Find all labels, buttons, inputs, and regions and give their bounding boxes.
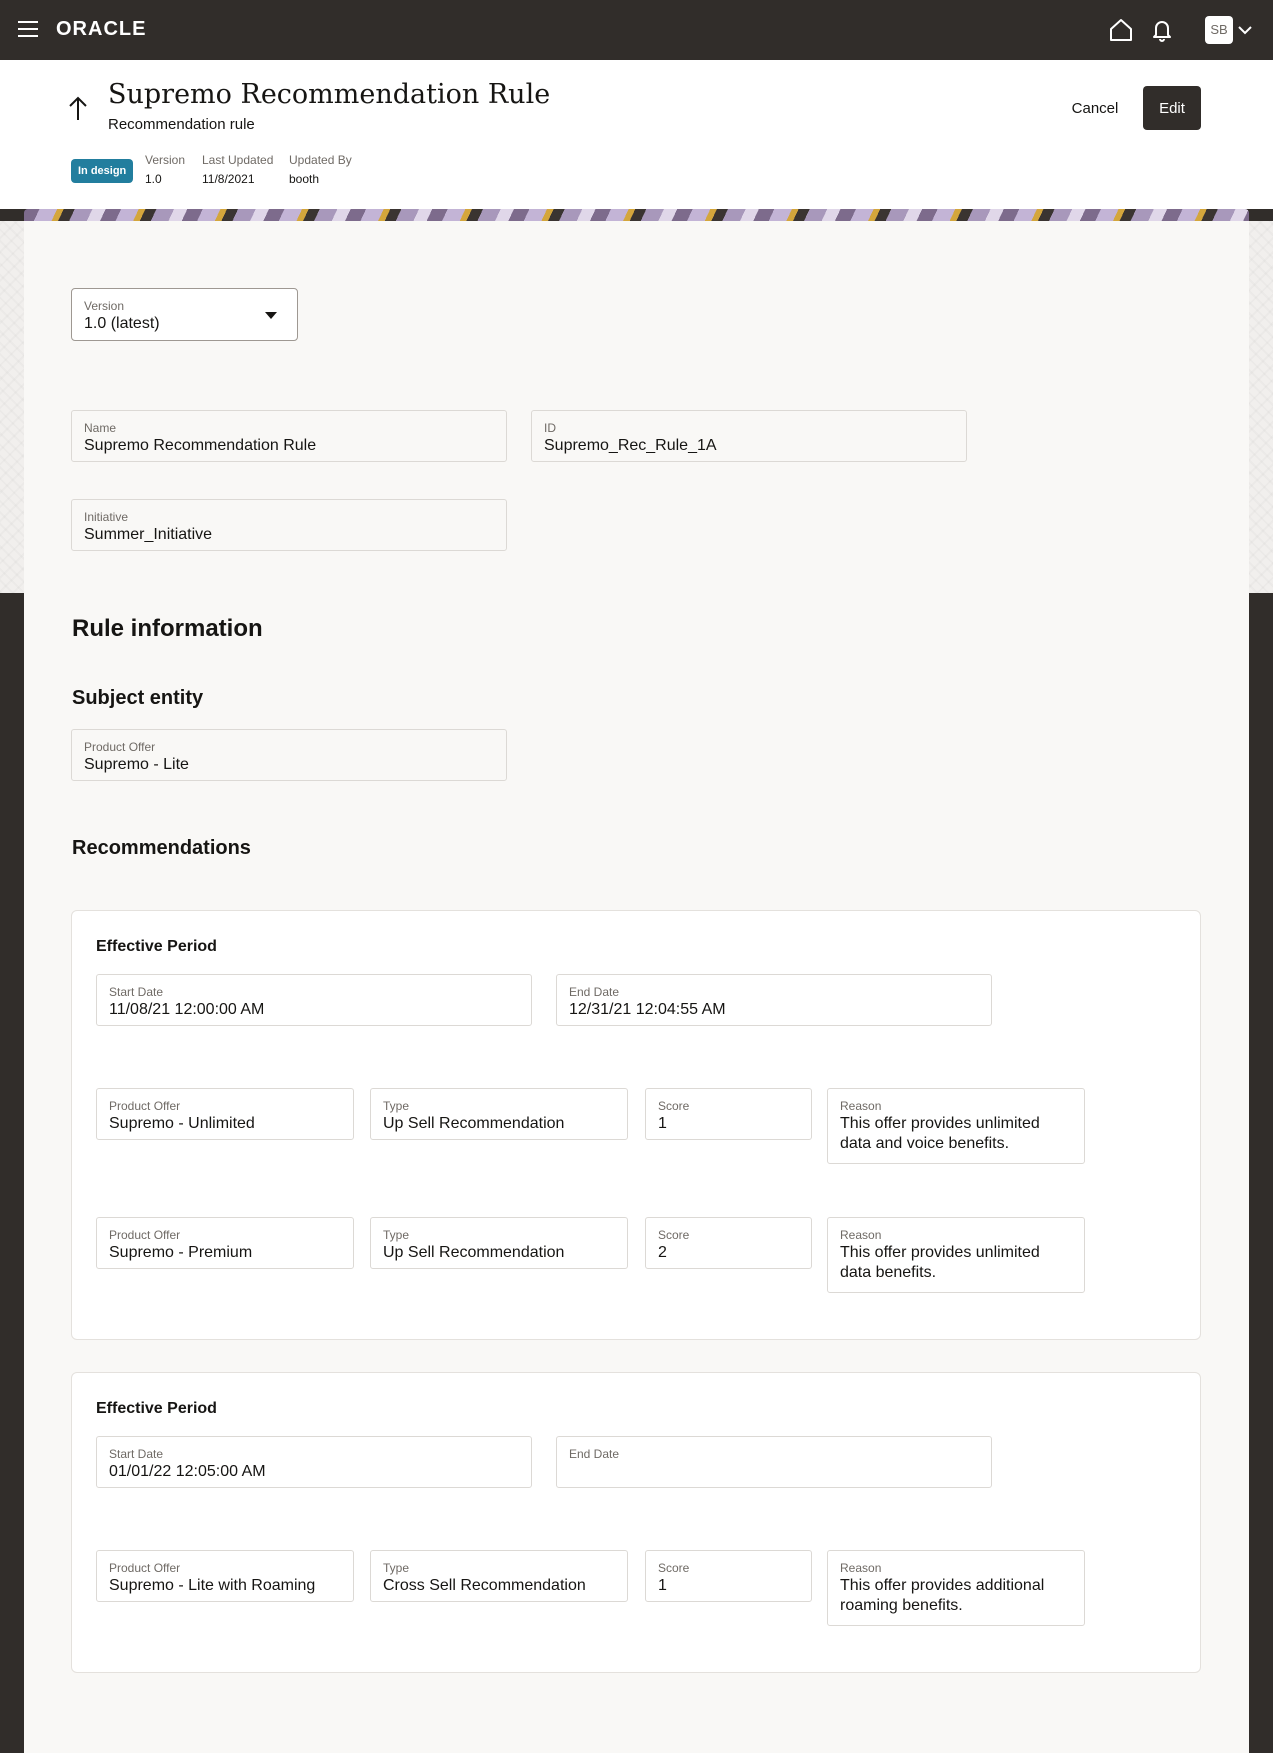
recommendation-score-field	[645, 1217, 812, 1269]
effective-period-panel	[71, 910, 1201, 1340]
meta-version-value: 1.0	[145, 172, 162, 186]
recommendation-score-field	[645, 1550, 812, 1602]
recommendation-type-field	[370, 1550, 628, 1602]
start-date-field	[96, 974, 532, 1026]
recommendations-heading: Recommendations	[72, 837, 251, 859]
type-label: Type	[383, 1099, 410, 1113]
product-offer-value: Supremo - Lite with Roaming	[109, 1577, 316, 1594]
back-arrow-icon[interactable]	[66, 94, 90, 122]
top-bar	[0, 0, 1273, 60]
cancel-button[interactable]: Cancel	[1060, 86, 1130, 130]
rule-information-heading: Rule information	[72, 615, 263, 642]
recommendation-type-field	[370, 1217, 628, 1269]
recommendation-product-offer-field	[96, 1088, 354, 1140]
reason-value-line2: data benefits.	[840, 1264, 937, 1281]
meta-version	[145, 153, 185, 186]
score-value: 1	[658, 1577, 667, 1594]
meta-version-label: Version	[145, 153, 186, 167]
type-label: Type	[383, 1561, 410, 1575]
id-field-label: ID	[544, 421, 556, 435]
initiative-field	[71, 499, 507, 551]
score-value: 1	[658, 1115, 667, 1132]
reason-label: Reason	[840, 1561, 882, 1575]
reason-value-line2: data and voice benefits.	[840, 1135, 1010, 1152]
meta-updated-by-label: Updated By	[289, 153, 352, 167]
id-field-value: Supremo_Rec_Rule_1A	[544, 437, 717, 454]
page-title: Supremo Recommendation Rule	[108, 79, 551, 110]
start-date-label: Start Date	[109, 1447, 164, 1461]
start-date-value: 11/08/21 12:00:00 AM	[109, 1001, 265, 1018]
recommendation-reason-field	[827, 1088, 1085, 1164]
reason-value-line1: This offer provides unlimited	[840, 1244, 1040, 1261]
subject-product-offer-field	[71, 729, 507, 781]
effective-period-title: Effective Period	[96, 938, 217, 955]
edit-button[interactable]: Edit	[1143, 86, 1201, 130]
initiative-field-label: Initiative	[84, 510, 129, 524]
recommendation-product-offer-field	[96, 1550, 354, 1602]
type-value: Cross Sell Recommendation	[383, 1577, 586, 1594]
end-date-field	[556, 974, 992, 1026]
end-date-label: End Date	[569, 1447, 620, 1461]
recommendation-reason-field	[827, 1217, 1085, 1293]
score-value: 2	[658, 1244, 667, 1261]
page-subtitle: Recommendation rule	[108, 116, 255, 133]
version-select-label: Version	[84, 299, 125, 313]
meta-updated-by-value: booth	[289, 172, 320, 186]
meta-last-updated-value: 11/8/2021	[202, 172, 255, 186]
meta-last-updated	[202, 153, 273, 186]
rule-detail-card	[24, 221, 1249, 1753]
effective-period-panel	[71, 1372, 1201, 1673]
hamburger-menu-icon[interactable]	[18, 21, 38, 37]
start-date-label: Start Date	[109, 985, 164, 999]
caret-down-icon	[265, 312, 277, 319]
name-field	[71, 410, 507, 462]
subject-product-offer-value: Supremo - Lite	[84, 756, 189, 773]
version-select[interactable]	[71, 288, 298, 341]
reason-label: Reason	[840, 1228, 882, 1242]
chevron-down-icon[interactable]	[1237, 22, 1253, 38]
avatar[interactable]: SB	[1205, 16, 1233, 44]
recommendation-score-field	[645, 1088, 812, 1140]
initiative-field-value: Summer_Initiative	[84, 526, 213, 543]
meta-updated-by	[289, 153, 352, 186]
recommendation-product-offer-field	[96, 1217, 354, 1269]
version-select-value: 1.0 (latest)	[84, 315, 160, 332]
product-offer-value: Supremo - Unlimited	[109, 1115, 255, 1132]
reason-label: Reason	[840, 1099, 882, 1113]
product-offer-label: Product Offer	[109, 1228, 181, 1242]
effective-period-title: Effective Period	[96, 1400, 217, 1417]
score-label: Score	[658, 1561, 690, 1575]
name-field-label: Name	[84, 421, 117, 435]
meta-last-updated-label: Last Updated	[202, 153, 274, 167]
home-icon[interactable]	[1108, 18, 1134, 42]
recommendation-type-field	[370, 1088, 628, 1140]
end-date-value: 12/31/21 12:04:55 AM	[569, 1001, 726, 1018]
decorative-banner	[24, 209, 1249, 221]
subject-product-offer-label: Product Offer	[84, 740, 156, 754]
start-date-value: 01/01/22 12:05:00 AM	[109, 1463, 266, 1480]
bell-icon[interactable]	[1150, 18, 1174, 42]
score-label: Score	[658, 1228, 690, 1242]
product-offer-label: Product Offer	[109, 1561, 181, 1575]
product-offer-label: Product Offer	[109, 1099, 181, 1113]
subject-entity-heading: Subject entity	[72, 687, 204, 709]
name-field-value: Supremo Recommendation Rule	[84, 437, 317, 454]
reason-value-line1: This offer provides unlimited	[840, 1115, 1040, 1132]
end-date-field	[556, 1436, 992, 1488]
end-date-label: End Date	[569, 985, 620, 999]
score-label: Score	[658, 1099, 690, 1113]
recommendation-reason-field	[827, 1550, 1085, 1626]
product-offer-value: Supremo - Premium	[109, 1244, 253, 1261]
type-value: Up Sell Recommendation	[383, 1244, 565, 1261]
type-value: Up Sell Recommendation	[383, 1115, 565, 1132]
oracle-logo[interactable]: ORACLE	[56, 18, 147, 40]
type-label: Type	[383, 1228, 410, 1242]
id-field	[531, 410, 967, 462]
start-date-field	[96, 1436, 532, 1488]
status-badge: In design	[71, 159, 133, 183]
page-header	[0, 60, 1273, 209]
reason-value-line1: This offer provides additional	[840, 1577, 1045, 1594]
reason-value-line2: roaming benefits.	[840, 1597, 963, 1614]
